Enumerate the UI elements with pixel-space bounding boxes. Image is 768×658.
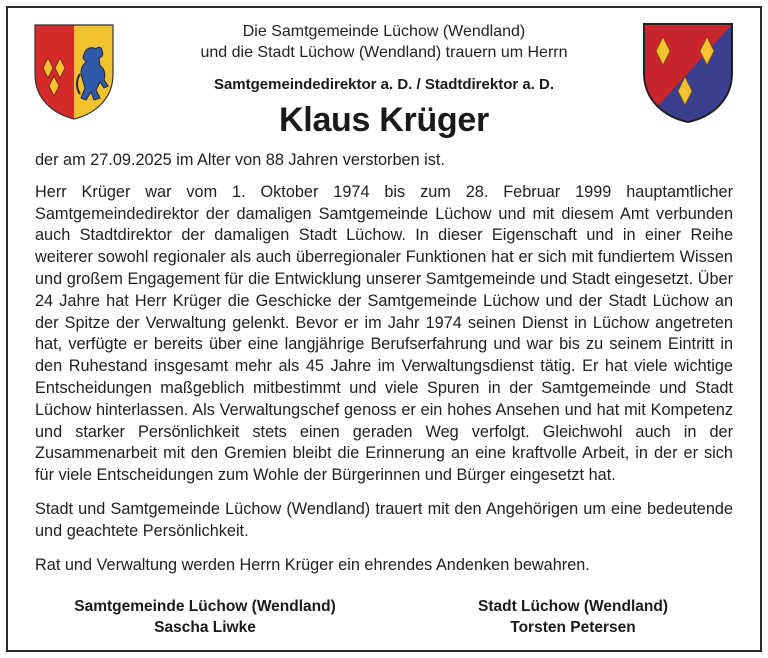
signature-org: Stadt Lüchow (Wendland) [477,598,668,615]
death-statement: der am 27.09.2025 im Alter von 88 Jahren verstorben ist. [35,151,445,169]
deceased-name: Klaus Krüger [279,101,489,139]
intro-line-2: und die Stadt Lüchow (Wendland) trauern um Herrn [200,44,568,61]
biography-paragraph: Herr Krüger war vom 1. Oktober 1974 bis zum 28. Februar 1999 hauptamtlicher Samtgemeindedirektor der damaligen Samtgemeinde Lüchow und mit diesem Amt verbunden auch Stadtdirektor der damaligen Stadt Lüchow. In dieser Eigenschaft und in einer Reihe weiterer sowohl regionaler als auch überregionaler Funktionen hat er sich mit fundiertem Wissen und großem Engagement für die Entwicklung unserer Samtgemeinde und Stadt eingesetzt. Über 24 Jahre hat Herr Krüger die Geschicke der Samtgemeinde Lüchow und der Stadt Lüchow an der Spitze der Verwaltung gelenkt. Bevor er im Jahr 1974 seinen Dienst in Lüchow angetreten hat, verfügte er bereits über eine langjährige Berufserfahrung und war bis zu seinem Eintritt in den Ruhestand insgesamt mehr als 45 Jahre im Verwaltungsdienst tätig. Er hat viele wichtige Entscheidungen maßgeblich mitbestimmt und viele Spuren in der Samtgemeinde und Stadt Lüchow hinterlassen. Als Verwaltungschef genoss er ein hohes Ansehen und hat mit Kompetenz und starker Persönlichkeit stets einen geraden Weg verfolgt. Gleichwohl auch in der Zusammenarbeit mit den Gremien bleibt die Erinnerung an eine kraftvolle Arbeit, in der er sich für viele Entscheidungen zum Wohle der Bürgerinnen und Bürger eingesetzt hat. [35,182,733,485]
signatures [35,596,733,638]
stadt-luechow-crest [641,21,735,125]
signature-samtgemeinde [35,596,375,638]
signature-org: Samtgemeinde Lüchow (Wendland) [74,598,336,615]
notice-header [130,21,638,140]
condolence-paragraph: Stadt und Samtgemeinde Lüchow (Wendland) trauert mit den Angehörigen um eine bedeutende und geachtete Persönlichkeit. [35,499,733,540]
deceased-role: Samtgemeindedirektor a. D. / Stadtdirektor a. D. [213,76,555,93]
intro-line-1: Die Samtgemeinde Lüchow (Wendland) [242,23,526,40]
signature-stadt [413,596,733,638]
remembrance-paragraph: Rat und Verwaltung werden Herrn Krüger ein ehrendes Andenken bewahren. [35,555,590,574]
samtgemeinde-luechow-crest [34,24,114,120]
notice-body [35,150,733,576]
signature-person: Torsten Petersen [510,619,636,636]
signature-person: Sascha Liwke [154,619,256,636]
